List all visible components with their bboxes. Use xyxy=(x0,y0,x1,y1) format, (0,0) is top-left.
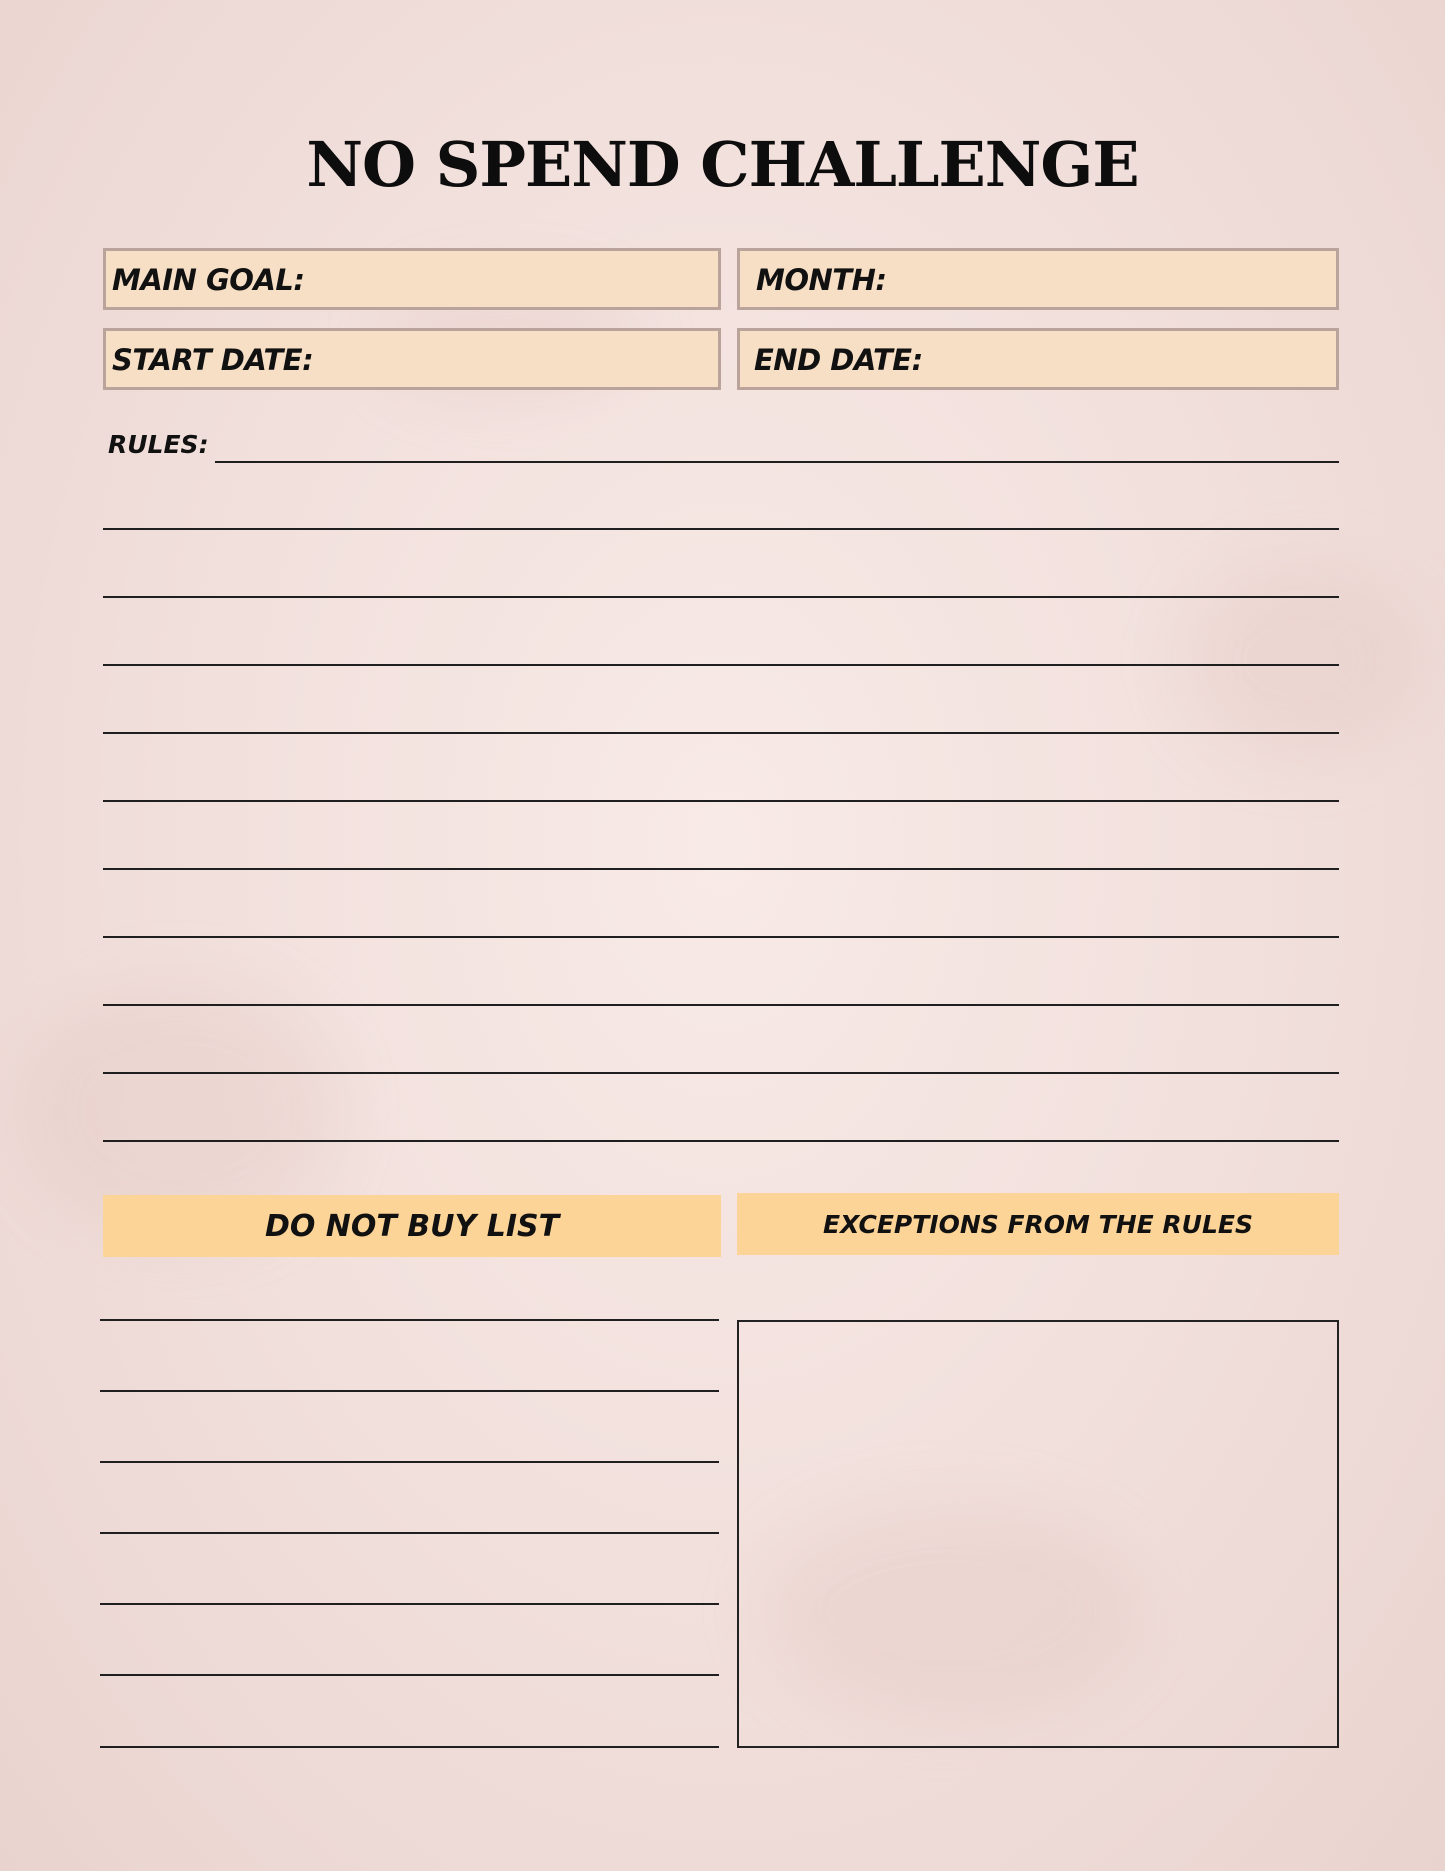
do-not-buy-line[interactable] xyxy=(100,1390,719,1392)
rules-line[interactable] xyxy=(103,800,1339,802)
rules-line[interactable] xyxy=(103,868,1339,870)
rules-line[interactable] xyxy=(103,1004,1339,1006)
exceptions-box[interactable] xyxy=(737,1320,1339,1748)
rules-line[interactable] xyxy=(215,461,1339,463)
main-goal-field[interactable] xyxy=(103,248,721,310)
exceptions-header: EXCEPTIONS FROM THE RULES xyxy=(737,1193,1339,1255)
end-date-label: END DATE: xyxy=(754,343,923,377)
do-not-buy-line[interactable] xyxy=(100,1532,719,1534)
rules-line[interactable] xyxy=(103,1140,1339,1142)
page-title: NO SPEND CHALLENGE xyxy=(306,128,1139,201)
month-label: MONTH: xyxy=(756,263,887,297)
do-not-buy-line[interactable] xyxy=(100,1603,719,1605)
paper-texture xyxy=(1180,560,1420,760)
do-not-buy-line[interactable] xyxy=(100,1461,719,1463)
month-field[interactable] xyxy=(737,248,1339,310)
rules-line[interactable] xyxy=(103,1072,1339,1074)
rules-line[interactable] xyxy=(103,664,1339,666)
rules-line[interactable] xyxy=(103,528,1339,530)
do-not-buy-line[interactable] xyxy=(100,1319,719,1321)
do-not-buy-header: DO NOT BUY LIST xyxy=(103,1195,721,1257)
do-not-buy-line[interactable] xyxy=(100,1674,719,1676)
start-date-label: START DATE: xyxy=(112,343,314,377)
main-goal-label: MAIN GOAL: xyxy=(112,263,305,297)
start-date-field[interactable] xyxy=(103,328,721,390)
rules-line[interactable] xyxy=(103,596,1339,598)
end-date-field[interactable] xyxy=(737,328,1339,390)
rules-line[interactable] xyxy=(103,732,1339,734)
rules-label: RULES: xyxy=(108,430,209,459)
do-not-buy-line[interactable] xyxy=(100,1746,719,1748)
rules-line[interactable] xyxy=(103,936,1339,938)
